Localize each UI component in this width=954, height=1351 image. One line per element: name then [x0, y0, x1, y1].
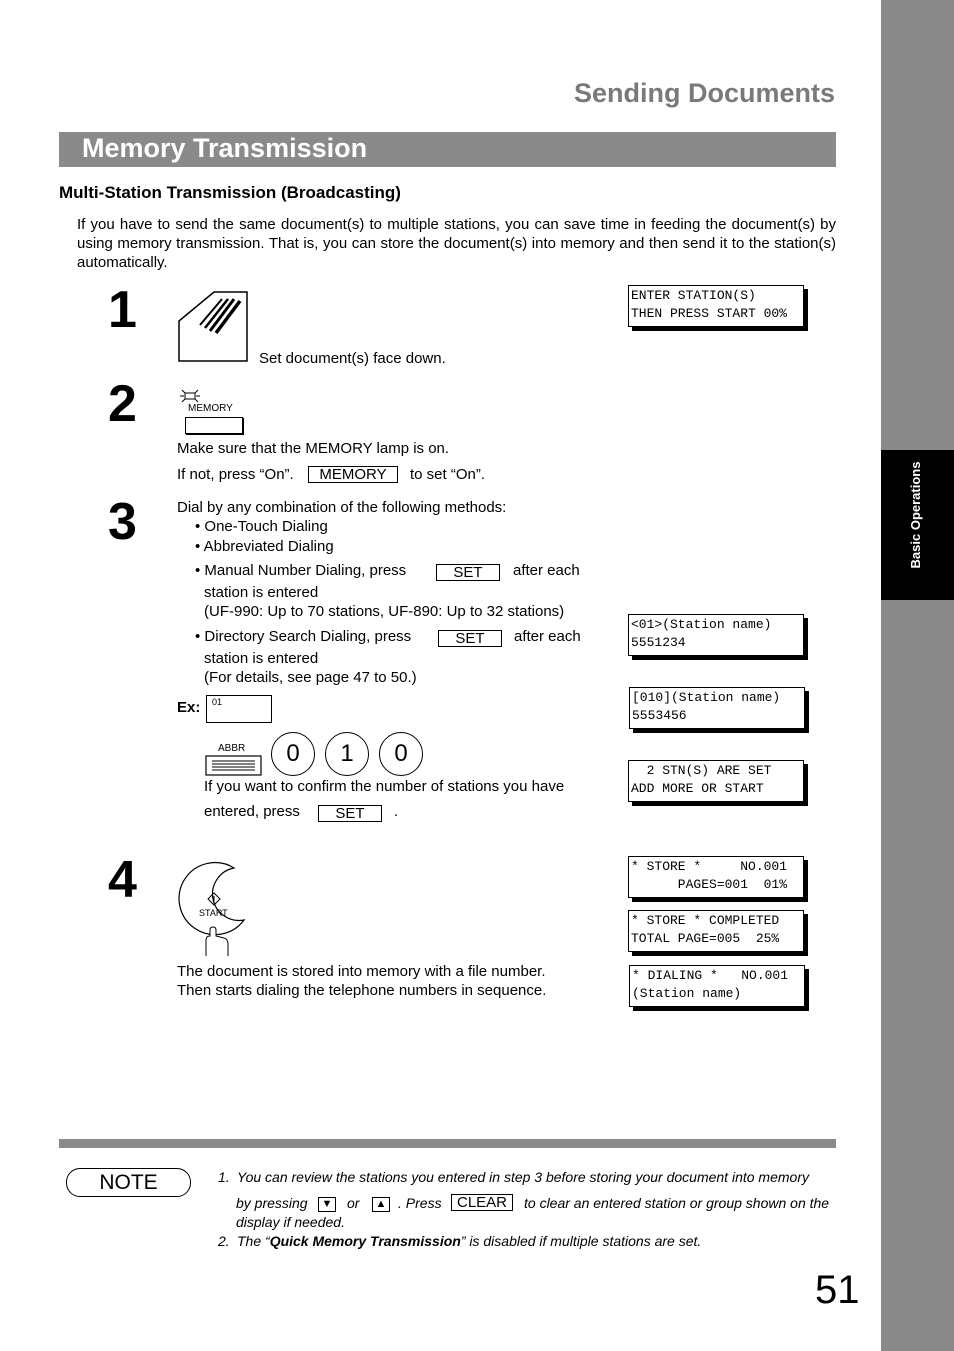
step-number-2: 2 — [108, 375, 137, 433]
note2-bold: Quick Memory Transmission — [269, 1233, 461, 1249]
note2-pre: The “ — [237, 1233, 270, 1249]
up-arrow-key[interactable] — [372, 1197, 390, 1212]
side-tab-label: Basic Operations — [908, 461, 923, 569]
set-button-3[interactable]: SET — [318, 805, 382, 822]
digit-key-1[interactable]: 1 — [325, 732, 369, 776]
lcd-step1: ENTER STATION(S) THEN PRESS START 00% — [628, 285, 804, 327]
note1-number: 1. — [218, 1169, 230, 1185]
note1-by-pressing: by pressing — [236, 1195, 308, 1211]
lcd-step4-2: * STORE * COMPLETED TOTAL PAGE=005 25% — [628, 910, 804, 952]
step-number-3: 3 — [108, 493, 137, 551]
step2-line2-pre: If not, press “On”. — [177, 466, 294, 483]
step4-line1: The document is stored into memory with a file number. — [177, 963, 546, 980]
note2-number: 2. — [218, 1233, 230, 1249]
step-number-4: 4 — [108, 851, 137, 909]
note1-line3: display if needed. — [236, 1214, 345, 1230]
note1-press: . Press — [398, 1195, 442, 1211]
method-manual-post: after each — [513, 562, 580, 579]
note-label: NOTE — [66, 1168, 191, 1197]
step4-line2: Then starts dialing the telephone numbers in sequence. — [177, 982, 547, 999]
step2-line1: Make sure that the MEMORY lamp is on. — [177, 440, 450, 457]
method-directory-post: after each — [514, 628, 581, 645]
note-divider — [59, 1139, 836, 1148]
method-directory-l2: station is entered — [204, 650, 319, 667]
down-arrow-icon: ▼ — [321, 1198, 333, 1210]
side-bar — [881, 0, 954, 1351]
lcd-step4-1: * STORE * NO.001 PAGES=001 01% — [628, 856, 804, 898]
method-manual-l2: station is entered — [204, 584, 319, 601]
note1-line2-rest: to clear an entered station or group shown on the — [524, 1195, 830, 1211]
note1-or: or — [347, 1195, 360, 1211]
lcd-step3-2: [010](Station name) 5553456 — [629, 687, 805, 729]
confirm-line2: entered, press — [204, 803, 300, 820]
method-one-touch: • One-Touch Dialing — [195, 518, 328, 535]
up-arrow-icon: ▲ — [375, 1198, 387, 1210]
digit-key-0[interactable]: 0 — [271, 732, 315, 776]
example-label: Ex: — [177, 699, 201, 716]
chapter-title: Sending Documents — [573, 78, 835, 108]
document-feed-icon — [178, 291, 250, 363]
lcd-step4-3: * DIALING * NO.001 (Station name) — [629, 965, 805, 1007]
start-label: START — [199, 908, 228, 918]
set-button-1[interactable]: SET — [436, 564, 500, 581]
method-directory-pre: • Directory Search Dialing, press — [195, 628, 412, 645]
method-abbreviated: • Abbreviated Dialing — [195, 538, 334, 555]
section-title: Memory Transmission — [82, 133, 368, 163]
one-touch-key-01[interactable] — [206, 695, 272, 723]
step2-line2-post: to set “On”. — [410, 466, 486, 483]
lcd-step3-3: 2 STN(S) ARE SET ADD MORE OR START — [628, 760, 804, 802]
set-button-2[interactable]: SET — [438, 630, 502, 647]
memory-key-icon[interactable] — [185, 417, 243, 434]
method-manual-l3: (UF-990: Up to 70 stations, UF-890: Up to 32 stations) — [204, 603, 565, 620]
one-touch-key-label: 01 — [212, 697, 223, 707]
step1-caption: Set document(s) face down. — [259, 350, 446, 367]
note2-post: ” is disabled if multiple stations are set. — [460, 1233, 702, 1249]
clear-button[interactable]: CLEAR — [451, 1194, 513, 1211]
memory-lamp-label: MEMORY — [188, 403, 233, 414]
digit-key-0b[interactable]: 0 — [379, 732, 423, 776]
memory-button[interactable]: MEMORY — [308, 466, 398, 483]
abbr-key-icon[interactable] — [205, 755, 263, 777]
step-number-1: 1 — [108, 281, 137, 339]
note1-line1: You can review the stations you entered in step 3 before storing your document into memory — [237, 1169, 809, 1185]
abbr-label: ABBR — [218, 743, 246, 754]
intro-paragraph: If you have to send the same document(s) to multiple stations, you can save time in feeding the document(s) by using memory transmission. That is, you can store the document(s) into memory and then send it to the station(s) automatically. — [77, 216, 836, 271]
subsection-title: Multi-Station Transmission (Broadcasting) — [59, 183, 401, 202]
method-directory-l3: (For details, see page 47 to 50.) — [204, 669, 417, 686]
page-number: 51 — [815, 1268, 860, 1312]
step3-intro: Dial by any combination of the following methods: — [177, 499, 507, 516]
confirm-line1: If you want to confirm the number of stations you have — [204, 778, 565, 795]
confirm-end: . — [394, 803, 399, 820]
lcd-step3-1: <01>(Station name) 5551234 — [628, 614, 804, 656]
note2-text — [237, 1232, 701, 1251]
method-manual-pre: • Manual Number Dialing, press — [195, 562, 407, 579]
down-arrow-key[interactable] — [318, 1197, 336, 1212]
lamp-icon — [178, 388, 202, 404]
